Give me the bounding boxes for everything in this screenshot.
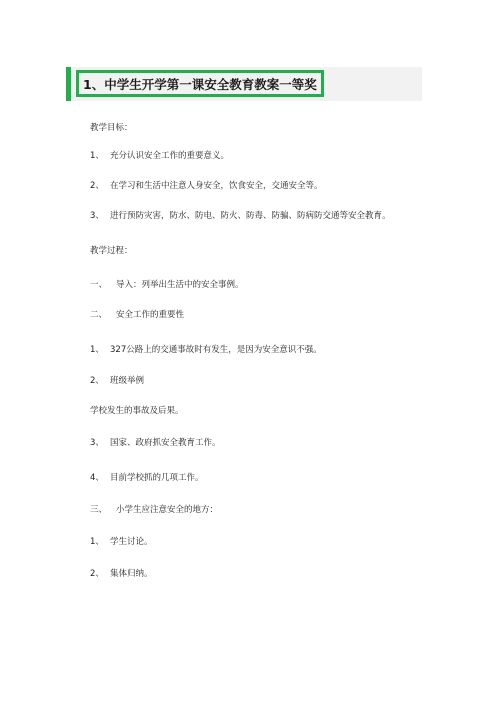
line-number: 3、 — [90, 211, 104, 221]
line-number: 2、 — [90, 376, 104, 386]
line-number: 4、 — [90, 473, 104, 483]
line-text: 国家、政府抓安全教育工作。 — [110, 438, 221, 448]
line-number: 1、 — [90, 345, 104, 355]
line-number: 2、 — [90, 181, 104, 191]
line-text: 教学过程： — [90, 246, 133, 256]
line-text: 进行预防灾害，防水、防电、防火、防毒、防骗、防病防交通等安全教育。 — [110, 211, 391, 221]
line-text: 327公路上的交通事故时有发生，是因为安全意识不强。 — [110, 345, 322, 355]
doc-line — [90, 210, 391, 222]
line-text: 学生讨论。 — [110, 537, 153, 547]
line-number: 1、 — [90, 537, 104, 547]
line-number: 2、 — [90, 569, 104, 579]
line-number: 一、 — [90, 280, 108, 290]
doc-line — [90, 536, 153, 548]
section-title: 1、中学生开学第一课安全教育教案一等奖 — [76, 70, 324, 97]
line-number: 二、 — [90, 310, 108, 320]
line-text: 导入：列举出生活中的安全事例。 — [116, 280, 244, 290]
line-text: 安全工作的重要性 — [116, 310, 185, 320]
line-text: 目前学校抓的几项工作。 — [110, 473, 204, 483]
doc-line — [90, 150, 229, 162]
line-text: 教学目标： — [90, 123, 133, 133]
line-text: 充分认识安全工作的重要意义。 — [110, 151, 230, 161]
doc-line — [90, 122, 133, 134]
doc-line — [90, 504, 218, 516]
doc-line — [90, 344, 322, 356]
doc-line — [90, 309, 184, 321]
doc-line — [90, 279, 244, 291]
doc-line — [90, 375, 144, 387]
doc-line — [90, 180, 323, 192]
line-number: 三、 — [90, 505, 108, 515]
title-accent-bar — [66, 67, 71, 101]
doc-line — [90, 405, 184, 417]
line-text: 在学习和生活中注意人身安全，饮食安全，交通安全等。 — [110, 181, 323, 191]
doc-line — [90, 472, 204, 484]
line-text: 小学生应注意安全的地方： — [116, 505, 219, 515]
doc-line — [90, 437, 221, 449]
line-text: 集体归纳。 — [110, 569, 153, 579]
line-text: 学校发生的事故及后果。 — [90, 406, 184, 416]
doc-line — [90, 568, 153, 580]
line-number: 1、 — [90, 151, 104, 161]
line-text: 班级举例 — [110, 376, 145, 386]
line-number: 3、 — [90, 438, 104, 448]
doc-line — [90, 245, 133, 257]
